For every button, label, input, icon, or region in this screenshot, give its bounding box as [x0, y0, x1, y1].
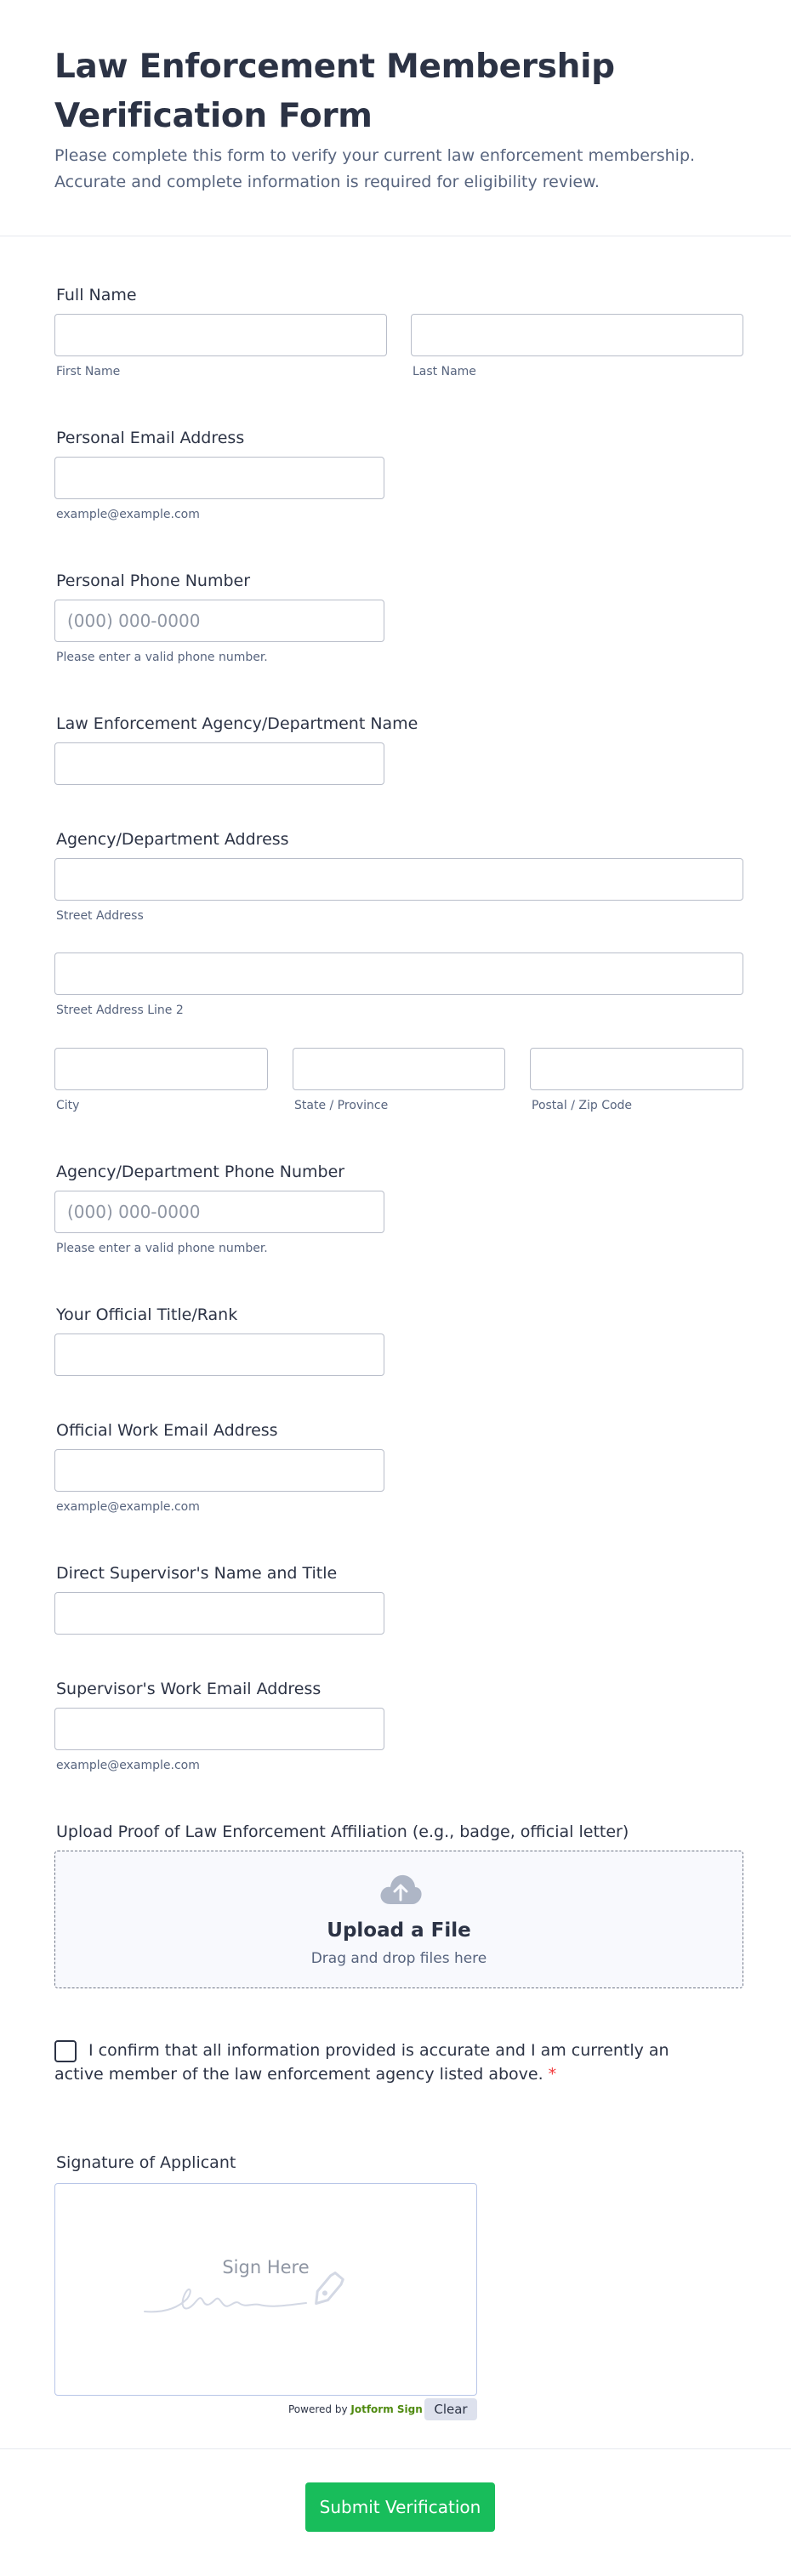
state-sublabel: State / Province: [294, 1099, 389, 1112]
powered-brand[interactable]: Jotform Sign: [350, 2403, 423, 2415]
signature-placeholder: Sign Here: [222, 2257, 310, 2277]
clear-signature-button[interactable]: Clear: [424, 2398, 477, 2420]
street-address-line2-sublabel: Street Address Line 2: [56, 1004, 184, 1017]
cloud-upload-icon: [378, 1872, 423, 1906]
confirm-text: I confirm that all information provided is accurate and I am currently an active member of the law enforcement agency listed above.: [54, 2041, 669, 2084]
personal-email-input[interactable]: [54, 457, 384, 499]
supervisor-label: Direct Supervisor's Name and Title: [56, 1564, 338, 1583]
confirm-label: [54, 2039, 701, 2086]
signature-pad[interactable]: [54, 2183, 477, 2396]
last-name-sublabel: Last Name: [413, 365, 476, 378]
title-rank-input[interactable]: [54, 1333, 384, 1376]
agency-phone-label: Agency/Department Phone Number: [56, 1163, 345, 1181]
first-name-input[interactable]: [54, 314, 387, 356]
supervisor-email-label: Supervisor's Work Email Address: [56, 1680, 322, 1698]
agency-name-label: Law Enforcement Agency/Department Name: [56, 714, 418, 733]
upload-label: Upload Proof of Law Enforcement Affiliation (e.g., badge, official letter): [56, 1823, 629, 1841]
title-rank-label: Your Official Title/Rank: [56, 1305, 238, 1324]
agency-phone-input[interactable]: [54, 1191, 384, 1233]
verification-form: [0, 236, 791, 2517]
work-email-sublabel: example@example.com: [56, 1500, 200, 1514]
full-name-label: Full Name: [56, 286, 137, 304]
personal-email-sublabel: example@example.com: [56, 508, 200, 521]
supervisor-email-input[interactable]: [54, 1708, 384, 1750]
work-email-label: Official Work Email Address: [56, 1421, 278, 1440]
powered-prefix: Powered by: [288, 2403, 348, 2415]
agency-name-input[interactable]: [54, 742, 384, 785]
zip-sublabel: Postal / Zip Code: [532, 1099, 633, 1112]
page-subtitle: Please complete this form to verify your current law enforcement membership. Accurate and complete information is required for eligibility review.: [54, 146, 696, 191]
city-sublabel: City: [56, 1099, 80, 1112]
footer-divider: [0, 2448, 791, 2449]
supervisor-input[interactable]: [54, 1592, 384, 1635]
personal-phone-sublabel: Please enter a valid phone number.: [56, 651, 268, 664]
personal-email-label: Personal Email Address: [56, 429, 245, 447]
upload-title: Upload a File: [327, 1919, 471, 1942]
file-upload-dropzone[interactable]: [54, 1851, 743, 1988]
page-title: Law Enforcement Membership Verification Form: [54, 48, 615, 135]
personal-phone-label: Personal Phone Number: [56, 571, 251, 590]
signature-label: Signature of Applicant: [56, 2153, 236, 2172]
personal-phone-input[interactable]: [54, 600, 384, 642]
first-name-sublabel: First Name: [56, 365, 121, 378]
street-address-input[interactable]: [54, 858, 743, 901]
required-asterisk: *: [548, 2065, 557, 2084]
street-address-line2-input[interactable]: [54, 952, 743, 995]
form-header: [0, 0, 791, 236]
work-email-input[interactable]: [54, 1449, 384, 1492]
supervisor-email-sublabel: example@example.com: [56, 1759, 200, 1772]
state-input[interactable]: [293, 1048, 505, 1090]
street-address-sublabel: Street Address: [56, 909, 144, 923]
upload-subtitle: Drag and drop files here: [310, 1950, 487, 1967]
last-name-input[interactable]: [411, 314, 743, 356]
agency-address-label: Agency/Department Address: [56, 830, 289, 849]
city-input[interactable]: [54, 1048, 268, 1090]
powered-by: [288, 2403, 423, 2415]
zip-input[interactable]: [530, 1048, 743, 1090]
submit-button[interactable]: Submit Verification: [305, 2482, 495, 2532]
agency-phone-sublabel: Please enter a valid phone number.: [56, 1242, 268, 1255]
